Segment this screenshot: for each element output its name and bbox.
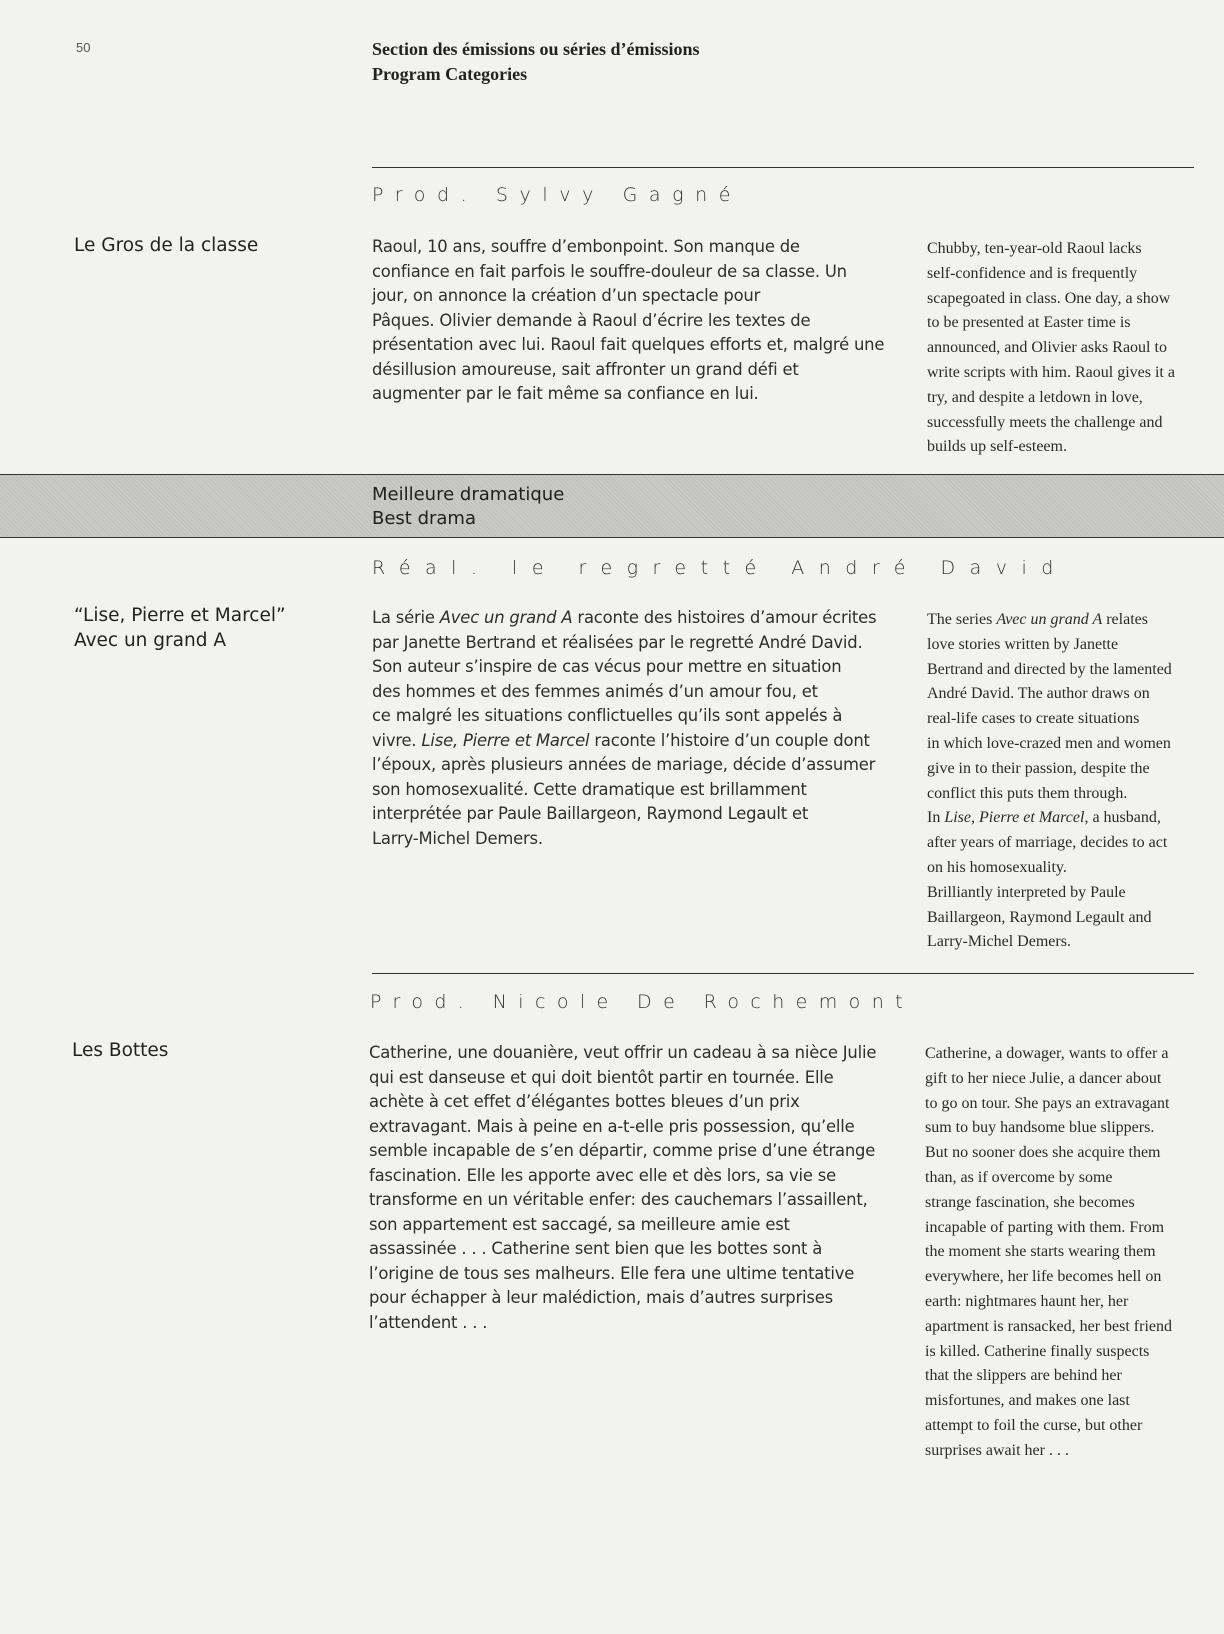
text-line: self-confidence and is frequently: [927, 264, 1138, 282]
english-description: [927, 237, 1199, 460]
text-line: attempt to foil the curse, but other: [925, 1416, 1143, 1434]
header-english: Program Categories: [372, 64, 528, 84]
text-line: write scripts with him. Raoul gives it a: [927, 363, 1175, 381]
text-line: try, and despite a letdown in love,: [927, 388, 1143, 406]
category-heading: [372, 483, 564, 531]
text-line: to be presented at Easter time is: [927, 314, 1131, 332]
text-line: Bertrand and directed by the lamented: [927, 660, 1172, 678]
text-line: jour, on annonce la création d’un spectacle pour: [372, 286, 761, 305]
text-line: interprétée par Paule Baillargeon, Raymond Legault et: [372, 804, 809, 823]
page-number: 50: [76, 40, 91, 55]
text-line: on his homosexuality.: [927, 858, 1067, 876]
text-line: Son auteur s’inspire de cas vécus pour mettre en situation: [372, 657, 842, 676]
english-description: [925, 1042, 1197, 1464]
text-line: to go on tour. She pays an extravagant: [925, 1094, 1170, 1112]
text-line: after years of marriage, decides to act: [927, 834, 1168, 852]
header-french: Section des émissions ou séries d’émissions: [372, 39, 700, 59]
text-line: the moment she starts wearing them: [925, 1243, 1156, 1261]
text-line: extravagant. Mais à peine en a-t-elle pris possession, qu’elle: [369, 1116, 855, 1136]
text-line: l’attendent . . .: [369, 1312, 488, 1332]
text-line: builds up self-esteem.: [927, 438, 1067, 456]
text-line: real-life cases to create situations: [927, 710, 1140, 728]
category-french: Meilleure dramatique: [372, 484, 565, 505]
program-title: [74, 233, 258, 258]
text-line: strange fascination, she becomes: [925, 1193, 1135, 1211]
credit-line: Réal. le regretté André David: [372, 557, 1068, 579]
text-line: Catherine, a dowager, wants to offer a: [925, 1045, 1169, 1062]
text-line: earth: nightmares haunt her, her: [925, 1292, 1129, 1310]
text-line: than, as if overcome by some: [925, 1168, 1113, 1186]
text-line: des hommes et des femmes animés d’un amour fou, et: [372, 681, 818, 701]
text-line: misfortunes, and makes one last: [925, 1392, 1130, 1410]
text-line: présentation avec lui. Raoul fait quelques efforts et, malgré une: [372, 335, 885, 354]
text-line: André David. The author draws on: [927, 685, 1150, 703]
text-line: incapable of parting with them. From: [925, 1218, 1165, 1236]
french-description: [372, 235, 892, 407]
text-line: announced, and Olivier asks Raoul to: [927, 339, 1167, 357]
text-line: sum to buy handsome blue slippers.: [925, 1119, 1155, 1137]
text-line: qui est danseuse et qui doit bientôt partir en tournée. Elle: [369, 1067, 834, 1087]
text-line: pour échapper à leur malédiction, mais d’autres surprises: [369, 1288, 833, 1307]
text-line: successfully meets the challenge and: [927, 413, 1163, 431]
text-line: l’époux, après plusieurs années de mariage, décide d’assumer: [372, 755, 876, 774]
divider-rule: [372, 167, 1194, 168]
text-line: conflict this puts them through.: [927, 784, 1128, 802]
program-title: [72, 1038, 168, 1063]
french-description: [369, 1041, 889, 1335]
text-line: The series Avec un grand A relates: [927, 611, 1148, 628]
italic-work-title: Lise, Pierre et Marcel: [944, 809, 1085, 827]
text-line: son homosexualité. Cette dramatique est brillamment: [372, 779, 807, 799]
credit-line: Prod. Nicole De Rochemont: [370, 991, 914, 1013]
text-line: désillusion amoureuse, sait affronter un grand défi et: [372, 359, 799, 379]
text-line: achète à cet effet d’élégantes bottes bleues d’un prix: [369, 1092, 800, 1111]
text-line: everywhere, her life becomes hell on: [925, 1268, 1162, 1286]
credit-line: Prod. Sylvy Gagné: [372, 184, 743, 206]
program-title-line: “Lise, Pierre et Marcel”: [74, 605, 286, 626]
text-line: son appartement est saccagé, sa meilleure amie est: [369, 1214, 790, 1234]
program-title: [74, 603, 286, 653]
text-line: fascination. Elle les apporte avec elle et dès lors, sa vie se: [369, 1165, 836, 1185]
text-line: But no sooner does she acquire them: [925, 1144, 1161, 1162]
text-line: is killed. Catherine finally suspects: [925, 1342, 1150, 1360]
program-title-line: Avec un grand A: [74, 630, 226, 651]
divider-rule: [372, 973, 1194, 974]
text-line: semble incapable de s’en départir, comme prise d’une étrange: [369, 1141, 876, 1160]
page-header: [372, 37, 700, 87]
text-line: par Janette Bertrand et réalisées par le regretté André David.: [372, 632, 863, 652]
text-line: Raoul, 10 ans, souffre d’embonpoint. Son manque de: [372, 237, 800, 256]
italic-work-title: Avec un grand A: [439, 608, 573, 627]
text-line: Brilliantly interpreted by Paule: [927, 883, 1126, 901]
text-line: ce malgré les situations conflictuelles qu’ils sont appelés à: [372, 706, 843, 725]
text-line: that the slippers are behind her: [925, 1367, 1122, 1385]
text-line: gift to her niece Julie, a dancer about: [925, 1069, 1162, 1087]
text-line: in which love-crazed men and women: [927, 734, 1171, 752]
english-description: [927, 608, 1199, 955]
text-line: apartment is ransacked, her best friend: [925, 1317, 1173, 1335]
program-title-line: Le Gros de la classe: [74, 235, 259, 256]
text-line: assassinée . . . Catherine sent bien que les bottes sont à: [369, 1239, 823, 1258]
text-line: Catherine, une douanière, veut offrir un cadeau à sa nièce Julie: [369, 1043, 877, 1062]
text-line: In Lise, Pierre et Marcel, a husband,: [927, 809, 1161, 827]
french-description: [372, 606, 892, 851]
category-band: [0, 474, 1224, 538]
text-line: confiance en fait parfois le souffre-douleur de sa classe. Un: [372, 261, 847, 281]
text-line: vivre. Lise, Pierre et Marcel raconte l’histoire d’un couple dont: [372, 730, 870, 750]
text-line: Baillargeon, Raymond Legault and: [927, 908, 1152, 926]
text-line: l’origine de tous ses malheurs. Elle fera une ultime tentative: [369, 1263, 855, 1283]
italic-work-title: Lise, Pierre et Marcel: [421, 730, 590, 750]
text-line: Larry-Michel Demers.: [372, 828, 543, 848]
text-line: Chubby, ten-year-old Raoul lacks: [927, 240, 1142, 257]
program-title-line: Les Bottes: [72, 1040, 169, 1061]
text-line: La série Avec un grand A raconte des histoires d’amour écrites: [372, 608, 877, 627]
text-line: love stories written by Janette: [927, 635, 1119, 653]
italic-work-title: Avec un grand A: [996, 611, 1103, 628]
text-line: surprises await her . . .: [925, 1441, 1069, 1459]
text-line: give in to their passion, despite the: [927, 759, 1150, 777]
text-line: Larry-Michel Demers.: [927, 933, 1071, 951]
category-english: Best drama: [372, 508, 477, 529]
text-line: Pâques. Olivier demande à Raoul d’écrire les textes de: [372, 310, 811, 330]
text-line: scapegoated in class. One day, a show: [927, 289, 1171, 307]
text-line: transforme en un véritable enfer: des cauchemars l’assaillent,: [369, 1190, 868, 1209]
text-line: augmenter par le fait même sa confiance en lui.: [372, 384, 759, 403]
